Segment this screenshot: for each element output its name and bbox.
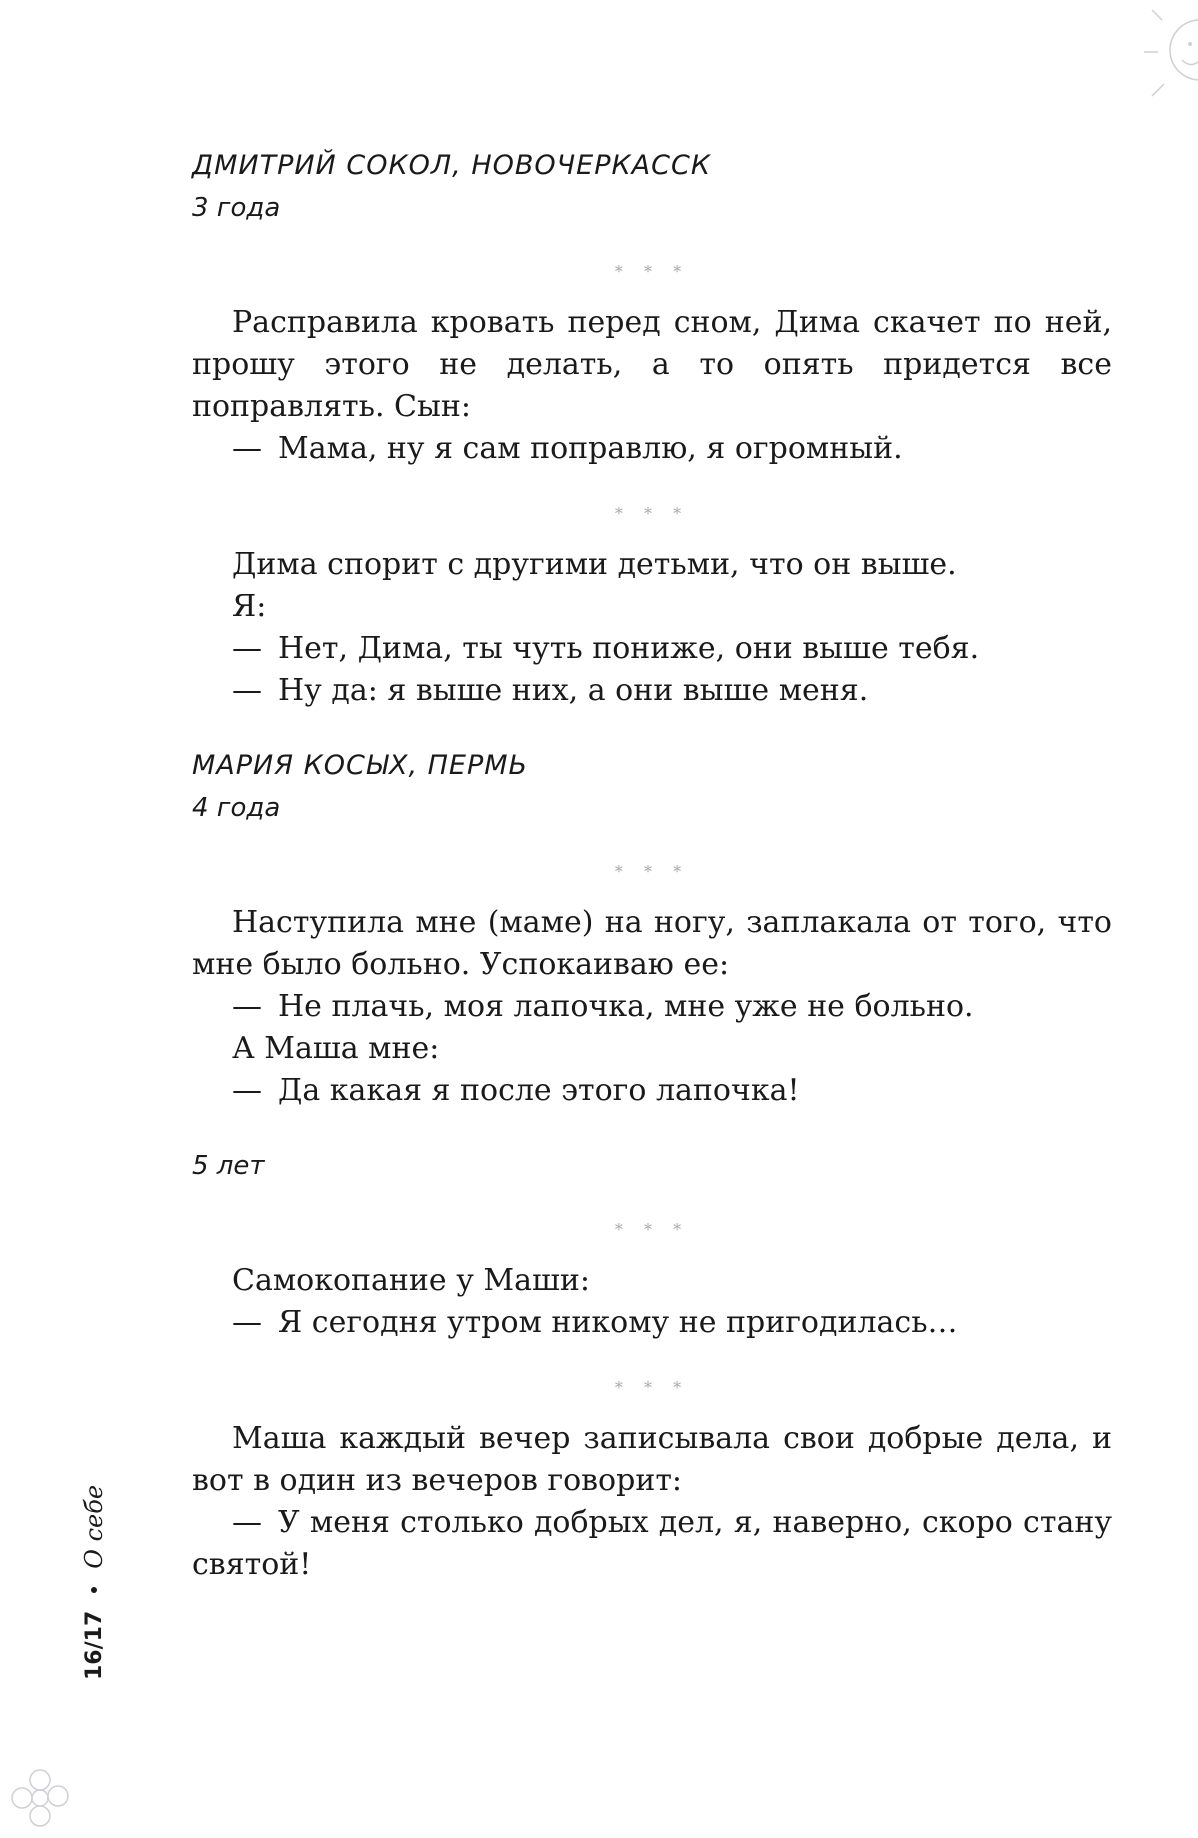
story-paragraph: Я: bbox=[232, 589, 267, 624]
dialogue-text: Мама, ну я сам поправлю, я огромный. bbox=[278, 431, 903, 466]
dialogue-line bbox=[192, 1070, 1112, 1112]
story-paragraph: Маша каждый вечер записывала свои добрые дела, и вот в один из вечеров говорит: bbox=[192, 1421, 1112, 1498]
dialogue-line bbox=[192, 1502, 1112, 1586]
dialogue-text: Ну да: я выше них, а они выше меня. bbox=[278, 673, 869, 708]
story-paragraph: Расправила кровать перед сном, Дима скачет по ней, прошу этого не делать, а то опять придется все поправлять. Сын: bbox=[192, 305, 1112, 424]
flower-doodle-icon bbox=[0, 1758, 80, 1838]
dialogue-text: Да какая я после этого лапочка! bbox=[278, 1073, 800, 1108]
story-paragraph: Наступила мне (маме) на ногу, заплакала от того, что мне было больно. Успокаиваю ее: bbox=[192, 905, 1112, 982]
dash: — bbox=[232, 673, 262, 708]
dialogue-text: Нет, Дима, ты чуть пониже, они выше тебя. bbox=[278, 631, 980, 666]
dialogue-line bbox=[192, 986, 1112, 1028]
dash: — bbox=[232, 631, 262, 666]
dash: — bbox=[232, 431, 262, 466]
separator: * * * bbox=[614, 262, 690, 281]
story-paragraph: Самокопание у Маши: bbox=[232, 1263, 590, 1298]
dash: — bbox=[232, 1073, 262, 1108]
dialogue-text: Я сегодня утром никому не пригодилась… bbox=[278, 1305, 958, 1340]
dialogue-line bbox=[192, 428, 1112, 470]
page-footer bbox=[80, 1485, 108, 1680]
age-heading: 3 года bbox=[192, 193, 281, 223]
dialogue-line bbox=[192, 670, 1112, 712]
separator: * * * bbox=[614, 862, 690, 881]
section-title: О себе bbox=[80, 1484, 108, 1569]
age-heading: 4 года bbox=[192, 793, 281, 823]
story-paragraph: А Маша мне: bbox=[232, 1031, 440, 1066]
separator: * * * bbox=[614, 1220, 690, 1239]
author-name: МАРИЯ КОСЫХ, ПЕРМЬ bbox=[192, 750, 529, 781]
dash: — bbox=[232, 1505, 262, 1540]
dialogue-text: Не плачь, моя лапочка, мне уже не больно. bbox=[278, 989, 974, 1024]
dialogue-text: У меня столько добрых дел, я, наверно, скоро стану святой! bbox=[192, 1505, 1112, 1582]
separator: * * * bbox=[614, 1378, 690, 1397]
bullet-icon bbox=[91, 1587, 97, 1593]
page-content bbox=[192, 146, 1112, 1586]
author-name: ДМИТРИЙ СОКОЛ, НОВОЧЕРКАССК bbox=[192, 150, 712, 181]
separator: * * * bbox=[614, 504, 690, 523]
age-heading: 5 лет bbox=[192, 1151, 265, 1181]
dialogue-line bbox=[192, 1302, 1112, 1344]
dash: — bbox=[232, 1305, 262, 1340]
sun-doodle-icon bbox=[1138, 0, 1198, 110]
story-paragraph: Дима спорит с другими детьми, что он выше. bbox=[232, 547, 957, 582]
dash: — bbox=[232, 989, 262, 1024]
page-number: 16/17 bbox=[81, 1610, 107, 1680]
dialogue-line bbox=[192, 628, 1112, 670]
